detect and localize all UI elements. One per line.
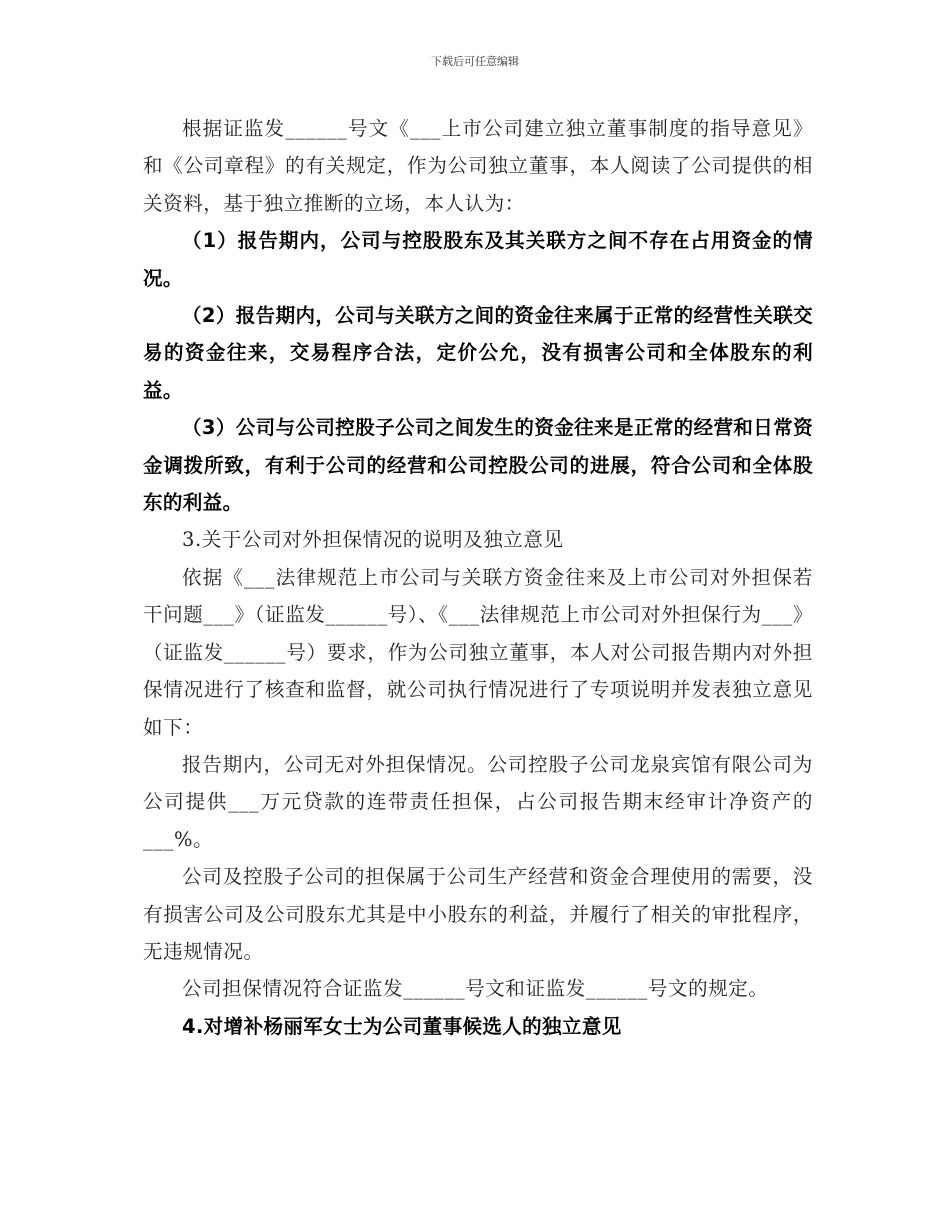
paragraph-item-3: （3）公司与公司控股子公司之间发生的资金往来是正常的经营和日常资金调拨所致，有利于公司的经营和公司控股公司的进展，符合公司和全体股东的利益。 — [143, 416, 813, 515]
document-body — [143, 110, 813, 1045]
paragraph-item-2: （2）报告期内，公司与关联方之间的资金往来属于正常的经营性关联交易的资金往来，交易程序合法，定价公允，没有损害公司和全体股东的利益。 — [143, 304, 813, 402]
paragraph-guarantee-basis: 依据《___法律规范上市公司与关联方资金往来及上市公司对外担保若干问题___》（证监发______号）、《___法律规范上市公司对外担保行为___》（证监发______号）要求，作为公司独立董事，本人对公司报告期内对外担保情况进行了核查和监督，就公司执行情况进行了专项说明并发表独立意见如下： — [143, 565, 813, 739]
paragraph-guarantee-status: 报告期内，公司无对外担保情况。公司控股子公司龙泉宾馆有限公司为公司提供___万元贷款的连带责任担保，占公司报告期末经审计净资产的___%。 — [143, 752, 813, 851]
paragraph-guarantee-opinion: 公司及控股子公司的担保属于公司生产经营和资金合理使用的需要，没有损害公司及公司股东尤其是中小股东的利益，并履行了相关的审批程序，无违规情况。 — [143, 865, 813, 963]
section-heading-4: 4.对增补杨丽军女士为公司董事候选人的独立意见 — [182, 1014, 622, 1038]
section-heading-3: 3.关于公司对外担保情况的说明及独立意见 — [182, 528, 564, 552]
paragraph-item-1: （1）报告期内，公司与控股股东及其关联方之间不存在占用资金的情况。 — [143, 229, 813, 290]
paragraph-intro: 根据证监发______号文《___上市公司建立独立董事制度的指导意见》和《公司章程》的有关规定，作为公司独立董事，本人阅读了公司提供的相关资料，基于独立推断的立场，本人认为： — [143, 117, 813, 215]
paragraph-guarantee-compliance: 公司担保情况符合证监发______号文和证监发______号文的规定。 — [182, 977, 769, 1001]
page-header: 下载后可任意编辑 — [431, 55, 519, 68]
